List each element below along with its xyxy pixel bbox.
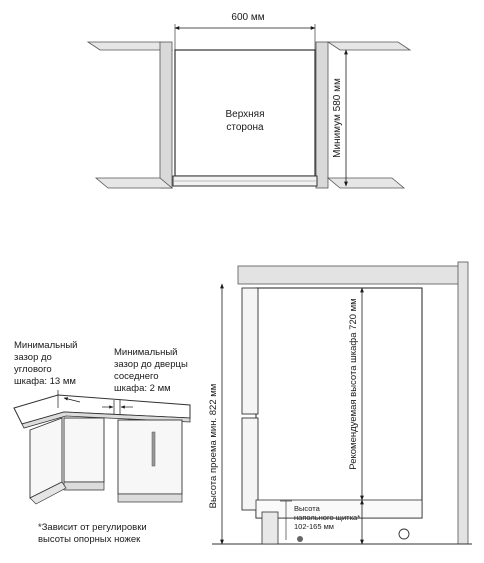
footnote-line1: *Зависит от регулировки [38, 522, 147, 533]
cabinet-handle [152, 432, 155, 466]
front-foot [297, 536, 303, 542]
right-worktop-bottom [328, 178, 404, 188]
left-worktop-top [88, 42, 172, 50]
appliance-body [256, 288, 422, 518]
plinth-label-line3: 102-165 мм [294, 522, 334, 531]
top-side-label-line1: Верхняя [225, 109, 265, 120]
left-cabinet-wall [160, 42, 172, 188]
door-gap-line1: Минимальный [114, 347, 178, 358]
door-gap-line4: шкафа: 2 мм [114, 383, 171, 394]
corner-gap-note [14, 340, 77, 388]
corner-view [14, 390, 190, 504]
door-gap-note [114, 347, 188, 395]
footnote [38, 522, 147, 546]
cabinet-height-label: Рекомендуемая высота шкафа 720 мм [348, 298, 359, 470]
door-gap-line2: зазор до дверцы [114, 359, 188, 370]
left-worktop-bottom [96, 178, 172, 188]
corner-gap-line3: углового [14, 364, 52, 375]
corner-gap-line2: зазор до [14, 352, 52, 363]
min-depth-label: Минимум 580 мм [332, 78, 343, 158]
top-side-label-line2: сторона [226, 122, 264, 133]
right-cabinet-door [118, 420, 182, 494]
plinth-label-line2: напольного щитка* [294, 513, 361, 522]
upper-door [242, 288, 258, 414]
top-view [88, 12, 410, 188]
side-view [208, 262, 472, 544]
plinth-panel [262, 512, 278, 544]
right-worktop-top [328, 42, 410, 50]
corner-gap-line1: Минимальный [14, 340, 78, 351]
footnote-line2: высоты опорных ножек [38, 534, 141, 545]
opening-height-label: Высота проема мин. 822 мм [208, 383, 219, 509]
back-wall [458, 262, 468, 544]
middle-cabinet [64, 418, 104, 482]
right-cabinet-wall [316, 42, 328, 188]
corner-gap-line4: шкафа: 13 мм [14, 376, 76, 387]
plinth-label-line1: Высота [294, 504, 320, 513]
countertop [238, 266, 460, 284]
door-gap-line3: соседнего [114, 371, 159, 382]
rear-wheel [399, 529, 409, 539]
width-label: 600 мм [231, 12, 265, 23]
lower-door [242, 418, 258, 510]
